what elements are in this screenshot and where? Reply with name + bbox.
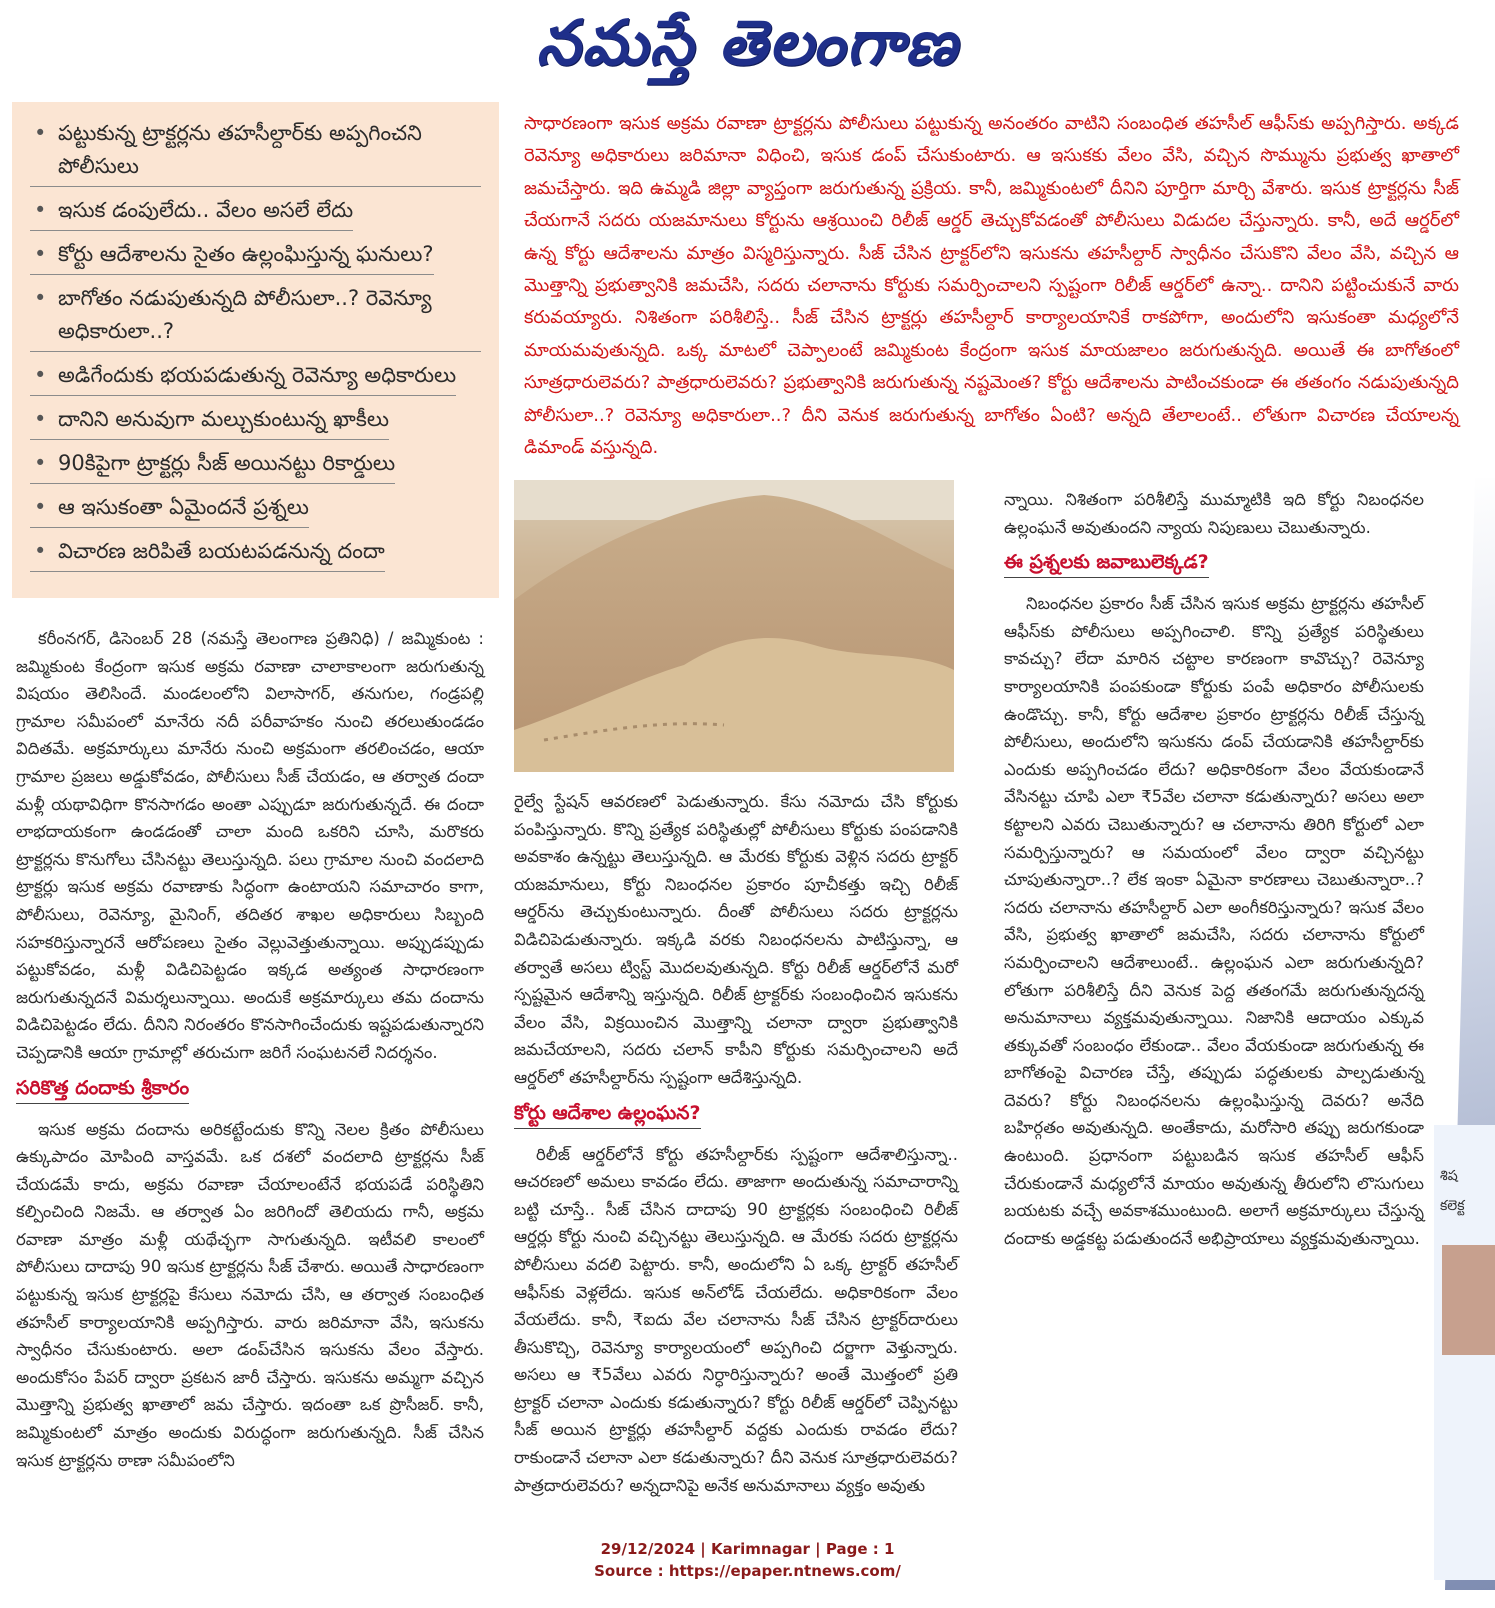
highlight-item: • విచారణ జరిపితే బయటపడనున్న దందా	[30, 532, 385, 572]
adjacent-article-fragment	[1434, 1125, 1495, 1580]
intro-paragraph: సాధారణంగా ఇసుక అక్రమ రవాణా ట్రాక్టర్లను పోలీసులు పట్టుకున్న అనంతరం వాటిని సంబంధిత తహసీల్ ఆఫీస్‌కు అప్పగిస్తారు. అక్కడ రెవెన్యూ అధికారులు జరిమానా విధించి, ఇసుక డంప్ చేసుకుంటారు. ఆ ఇసుకకు వేలం వేసి, వచ్చిన సొమ్మును ప్రభుత్వ ఖాతాలో జమచేస్తారు. ఇది ఉమ్మడి జిల్లా వ్యాప్తంగా జరుగుతున్న ప్రక్రియ. కానీ, జమ్మికుంటలో దీనిని పూర్తిగా మార్చి వేశారు. ఇసుక ట్రాక్టర్లను సీజ్ చేయగానే సదరు యజమానులు కోర్టును ఆశ్రయించి రిలీజ్ ఆర్డర్ తెచ్చుకోవడంతో పోలీసులు విడుదల చేస్తున్నారు. కానీ, అదే ఆర్డర్‌లో ఉన్న కోర్టు ఆదేశాలను మాత్రం విస్మరిస్తున్నారు. సీజ్ చేసిన ట్రాక్టర్‌లోని ఇసుకను తహసీల్దార్ స్వాధీనం చేసుకొని వేలం వేసి, వచ్చిన ఆ మొత్తాన్ని ప్రభుత్వానికి జమచేసి, సదరు చలానాను కోర్టుకు సమర్పించాలని స్పష్టంగా రిలీజ్ ఆర్డర్‌లో ఉన్నా.. దానిని పట్టించుకునే వారు కరువయ్యారు. నిశితంగా పరిశీలిస్తే.. సీజ్ చేసిన ట్రాక్టర్లు తహసీల్దార్ కార్యాలయానికే రాకపోగా, అందులోని ఇసుకంతా మధ్యలోనే మాయమవుతున్నది. ఒక్క మాటలో చెప్పాలంటే జమ్మికుంట కేంద్రంగా ఇసుక మాయజాలం జరుగుతున్నది. అయితే ఈ బాగోతంలో సూత్రధారులెవరు? పాత్రధారులెవరు? ప్రభుత్వానికి జరుగుతున్న నష్టమెంత? కోర్టు ఆదేశాలను పాటించకుండా ఈ తతంగం నడుపుతున్నది పోలీసులా..? రెవెన్యూ అధికారులా..? దీని వెనుక జరుగుతున్న బాగోతం ఏంటి? అన్నది తేలాలంటే.. లోతుగా విచారణ చేయాలన్న డిమాండ్ వస్తున్నది.	[524, 113, 1459, 459]
highlight-item: • పట్టుకున్న ట్రాక్టర్లను తహసీల్దార్‌కు అప్పగించని పోలీసులు	[30, 114, 481, 187]
footer-date-edition: 29/12/2024 | Karimnagar | Page : 1	[600, 1540, 895, 1558]
column-2-paragraph-1: రైల్వే స్టేషన్ ఆవరణలో పెడుతున్నారు. కేసు నమోదు చేసి కోర్టుకు పంపిస్తున్నారు. కొన్ని ప్రత్యేక పరిస్థితుల్లో పోలీసులు కోర్టుకు పంపడానికి అవకాశం ఉన్నట్టు తెలుస్తున్నది. ఆ మేరకు కోర్టుకు వెళ్లిన సదరు ట్రాక్టర్ యజమానులు, కోర్టు నిబంధనల ప్రకారం పూచీకత్తు ఇచ్చి రిలీజ్ ఆర్డర్‌ను తెచ్చుకుంటున్నారు. దీంతో పోలీసులు సదరు ట్రాక్టర్లను విడిచిపెడుతున్నారు. ఇక్కడి వరకు నిబంధనలను పాటిస్తున్నా, ఆ తర్వాతే అసలు ట్విస్ట్ మొదలవుతున్నది. కోర్టు రిలీజ్ ఆర్డర్‌లోనే మరో స్పష్టమైన ఆదేశాన్ని ఇస్తున్నది. రిలీజ్ ట్రాక్టర్‌కు సంబంధించిన ఇసుకను వేలం వేసి, విక్రయించిన మొత్తాన్ని చలానా ద్వారా ప్రభుత్వానికి జమచేయాలని, సదరు చలాన్ కాపీని కోర్టుకు సమర్పించాలని అదే ఆర్డర్‌లో తహసీల్దార్‌ను స్పష్టంగా ఆదేశిస్తున్నది.	[514, 792, 958, 1087]
highlights-list	[30, 114, 481, 572]
column-3	[1004, 486, 1424, 1252]
column-2	[514, 788, 958, 1499]
highlight-item: • బాగోతం నడుపుతున్నది పోలీసులా..? రెవెన్యూ అధికారులా..?	[30, 279, 481, 352]
subhead-new-business: సరికొత్త దందాకు శ్రీకారం	[16, 1075, 189, 1104]
page-footer	[0, 1538, 1495, 1582]
subhead-questions: ఈ ప్రశ్నలకు జవాబులెక్కడ?	[1004, 549, 1209, 578]
highlight-item: • ఆ ఇసుకంతా ఏమైందనే ప్రశ్నలు	[30, 488, 309, 528]
column-1	[16, 625, 484, 1474]
highlight-item: • కోర్టు ఆదేశాలను సైతం ఉల్లంఘిస్తున్న ఘనులు?	[30, 235, 434, 275]
column-2-paragraph-2: రిలీజ్ ఆర్డర్‌లోనే కోర్టు తహసీల్దార్‌కు స్పష్టంగా ఆదేశాలిస్తున్నా.. ఆచరణలో అమలు కావడం లేదు. తాజాగా అందుతున్న సమాచారాన్ని బట్టి చూస్తే.. సీజ్ చేసిన దాదాపు 90 ట్రాక్టర్లకు సంబంధించి రిలీజ్ ఆర్డర్లు కోర్టు నుంచి వచ్చినట్టు తెలుస్తున్నది. ఆ మేరకు సదరు ట్రాక్టర్లను పోలీసులు వదలి పెట్టారు. కానీ, అందులోని ఏ ఒక్క ట్రాక్టర్ తహసీల్ ఆఫీస్‌కు వెళ్లలేదు. ఇసుక అన్‌లోడ్ చేయలేదు. అధికారికంగా వేలం వేయలేదు. కానీ, ₹ఐదు వేల చలానాను సీజ్ చేసిన ట్రాక్టర్‌దారులు తీసుకొచ్చి, రెవెన్యూ కార్యాలయంలో అప్పగించి దర్జాగా వెళ్తున్నారు. అసలు ఆ ₹5వేలు ఎవరు నిర్ధారిస్తున్నారు? అంతే మొత్తంలో ప్రతి ట్రాక్టర్ చలానా ఎందుకు కడుతున్నారు? కోర్టు రిలీజ్ ఆర్డర్‌లో చెప్పినట్టు సీజ్ అయిన ట్రాక్టర్లు తహసీల్దార్ వద్దకు ఎందుకు రావడం లేదు? రాకుండానే చలానా ఎలా కడుతున్నారు? దీని వెనుక సూత్రధారులెవరు? పాత్రదారులెవరు? అన్నదానిపై అనేక అనుమానాలు వ్యక్తం అవుతు	[514, 1144, 958, 1495]
highlights-box	[12, 102, 499, 598]
highlight-item: • దానిని అనువుగా మల్చుకుంటున్న ఖాకీలు	[30, 400, 389, 440]
highlight-item: • అడిగేందుకు భయపడుతున్న రెవెన్యూ అధికారులు	[30, 356, 456, 396]
masthead	[0, 0, 1495, 92]
column-3-paragraph-1: న్నాయి. నిశితంగా పరిశీలిస్తే ముమ్మాటికి ఇది కోర్టు నిబంధనల ఉల్లంఘనే అవుతుందని న్యాయ నిపుణులు చెబుతున్నారు.	[1004, 490, 1424, 537]
highlight-item: • ఇసుక డంపులేదు.. వేలం అసలే లేదు	[30, 191, 353, 231]
sand-pile-illustration	[514, 480, 954, 772]
sand-pile-photo	[514, 480, 954, 772]
column-3-paragraph-2: నిబంధనల ప్రకారం సీజ్ చేసిన ఇసుక అక్రమ ట్రాక్టర్లను తహసీల్ ఆఫీస్‌కు పోలీసులు అప్పగించాలి. కొన్ని ప్రత్యేక పరిస్థితులు కావచ్చు? లేదా మారిన చట్టాల కారణంగా కావొచ్చు? రెవెన్యూ కార్యాలయానికి పంపకుండా కోర్టుకు పంపే అధికారం పోలీసులకు ఉండొచ్చు. కానీ, కోర్టు ఆదేశాల ప్రకారం ట్రాక్టర్లను రిలీజ్ చేస్తున్న పోలీసులు, అందులోని ఇసుకను డంప్ చేయడానికి తహసీల్దార్‌కు ఎందుకు అప్పగించడం లేదు? అధికారికంగా వేలం వేయకుండానే వేసినట్టు చూపి ఎలా ₹5వేల చలానా కడుతున్నారు? అసలు అలా కట్టాలని ఎవరు చెబుతున్నారు? ఆ చలానాను తిరిగి కోర్టులో ఎలా సమర్పిస్తున్నారు? ఆ సమయంలో వేలం ద్వారా వచ్చినట్టు చూపుతున్నారా..? లేక ఇంకా ఏమైనా కారణాలు చెబుతున్నారా..? సదరు చలానాను తహసీల్దార్ ఎలా అంగీకరిస్తున్నారు? ఇసుక వేలం వేసి, ప్రభుత్వ ఖాతాలో జమచేసి, సదరు చలానాను కోర్టులో సమర్పించాలని ఆదేశాలుంటే.. ఉల్లంఘన ఎలా జరుగుతున్నది? లోతుగా పరిశీలిస్తే దీని వెనుక పెద్ద తతంగమే జరుగుతున్నదన్న అనుమానాలు వ్యక్తమవుతున్నాయి. నిజానికి ఆదాయం ఎక్కువ తక్కువతో సంబంధం లేకుండా.. వేలం వేయకుండా జరుగుతున్న ఈ బాగోతంపై విచారణ చేస్తే, తప్పుడు పద్ధతులకు పాల్పడుతున్న దెవరు? కోర్టు నిబంధనలను ఉల్లంఘిస్తున్న దెవరు? అనేది బహిర్గతం అవుతున్నది. అంతేకాదు, మరోసారి తప్పు జరుగకుండా ఉంటుంది. ప్రధానంగా పట్టుబడిన ఇసుక తహసీల్ ఆఫీస్ చేరుకుండానే మధ్యలోనే మాయం అవుతున్న తీరులోని లొసుగులు బయటకు వచ్చే అవకాశముంటుంది. అలాగే అక్రమార్కులు చేస్తున్న దందాకు అడ్డకట్ట పడుతుందనే అభిప్రాయాలు వ్యక్తమవుతున్నాయి.	[1004, 594, 1424, 1248]
column-1-paragraph-1: కరీంనగర్, డిసెంబర్ 28 (నమస్తే తెలంగాణ ప్రతినిధి) / జమ్మికుంట : జమ్మికుంట కేంద్రంగా ఇసుక అక్రమ రవాణా చాలాకాలంగా జరుగుతున్న విషయం తెలిసిందే. మండలంలోని విలాసాగర్, తనుగుల, గండ్రపల్లి గ్రామాల సమీపంలో మానేరు నదీ పరీవాహకం నుంచి తరలుతుండడం విదితమే. అక్రమార్కులు మానేరు నుంచి అక్రమంగా తరలించడం, ఆయా గ్రామాల ప్రజలు అడ్డుకోవడం, పోలీసులు సీజ్ చేయడం, ఆ తర్వాత దందా మళ్లీ యథావిధిగా కొనసాగడం అంతా ఎప్పుడూ జరుగుతున్నదే. ఈ దందా లాభదాయకంగా ఉండడంతో చాలా మంది ఒకరిని చూసి, మరొకరు ట్రాక్టర్లను కొనుగోలు చేసినట్టు తెలుస్తున్నది. పలు గ్రామాల నుంచి వందలాది ట్రాక్టర్లు ఇసుక అక్రమ రవాణాకు సిద్ధంగా ఉంటాయని సమాచారం కాగా, పోలీసులు, రెవెన్యూ, మైనింగ్, తదితర శాఖల అధికారులు సిబ్బంది సహకరిస్తున్నారనే ఆరోపణలు సైతం వెల్లువెత్తుతున్నాయి. అప్పుడప్పుడు పట్టుకోవడం, మళ్లీ విడిచిపెట్టడం ఇక్కడ అత్యంత సాధారణంగా జరుగుతున్నదనే విమర్శలున్నాయి. అందుకే అక్రమార్కులు తమ దందాను విడిచిపెట్టడం లేదు. దీనిని నిరంతరం కొనసాగించేందుకు ఇష్టపడుతున్నారని చెప్పడానికి ఆయా గ్రామాల్లో తరుచుగా జరిగే సంఘటనలే నిదర్శనం.	[16, 629, 484, 1062]
masthead-title: నమస్తే తెలంగాణ	[536, 6, 959, 79]
adjacent-caption-line-2: కలెక్ట	[1440, 1198, 1465, 1214]
adjacent-article-caption	[1440, 1161, 1465, 1221]
column-1-paragraph-2: ఇసుక అక్రమ దందాను అరికట్టేందుకు కొన్ని నెలల క్రితం పోలీసులు ఉక్కుపాదం మోపింది వాస్తవమే. ఒక దశలో వందలాది ట్రాక్టర్లను సీజ్ చేయడమే కాదు, అక్రమ రవాణా చేయాలంటేనే భయపడే పరిస్థితిని కల్పించింది నిజమే. ఆ తర్వాత ఏం జరిగిందో తెలియదు గానీ, అక్రమ రవాణా మాత్రం మళ్లీ యథేచ్ఛగా సాగుతున్నది. ఇటీవలి కాలంలో పోలీసులు దాదాపు 90 ఇసుక ట్రాక్టర్లను సీజ్ చేశారు. అయితే సాధారణంగా పట్టుకున్న ఇసుక ట్రాక్టర్లపై కేసులు నమోదు చేసి, ఆ తర్వాత సంబంధిత తహసీల్ కార్యాలయానికి అప్పగిస్తారు. వారు జరిమానా వేసి, ఇసుకను స్వాధీనం చేసుకుంటారు. అలా డంప్‌చేసిన ఇసుకను వేలం వేస్తారు. అందుకోసం పేపర్ ద్వారా ప్రకటన జారీ చేస్తారు. ఇసుకను అమ్మగా వచ్చిన మొత్తాన్ని ప్రభుత్వ ఖాతాలో జమ చేస్తారు. ఇదంతా ఒక ప్రొసీజర్. కానీ, జమ్మికుంటలో మాత్రం అందుకు విరుద్ధంగా జరుగుతున్నది. సీజ్ చేసిన ఇసుక ట్రాక్టర్లను ఠాణా సమీపంలోని	[16, 1119, 484, 1470]
adjacent-article-photo	[1442, 1245, 1495, 1355]
footer-source-link[interactable]: Source : https://epaper.ntnews.com/	[594, 1562, 901, 1580]
subhead-court-violation: కోర్టు ఆదేశాల ఉల్లంఘన?	[514, 1100, 701, 1129]
adjacent-caption-line-1: శిష	[1440, 1168, 1458, 1184]
highlight-item: • 90కిపైగా ట్రాక్టర్లు సీజ్ అయినట్టు రికార్డులు	[30, 444, 395, 484]
